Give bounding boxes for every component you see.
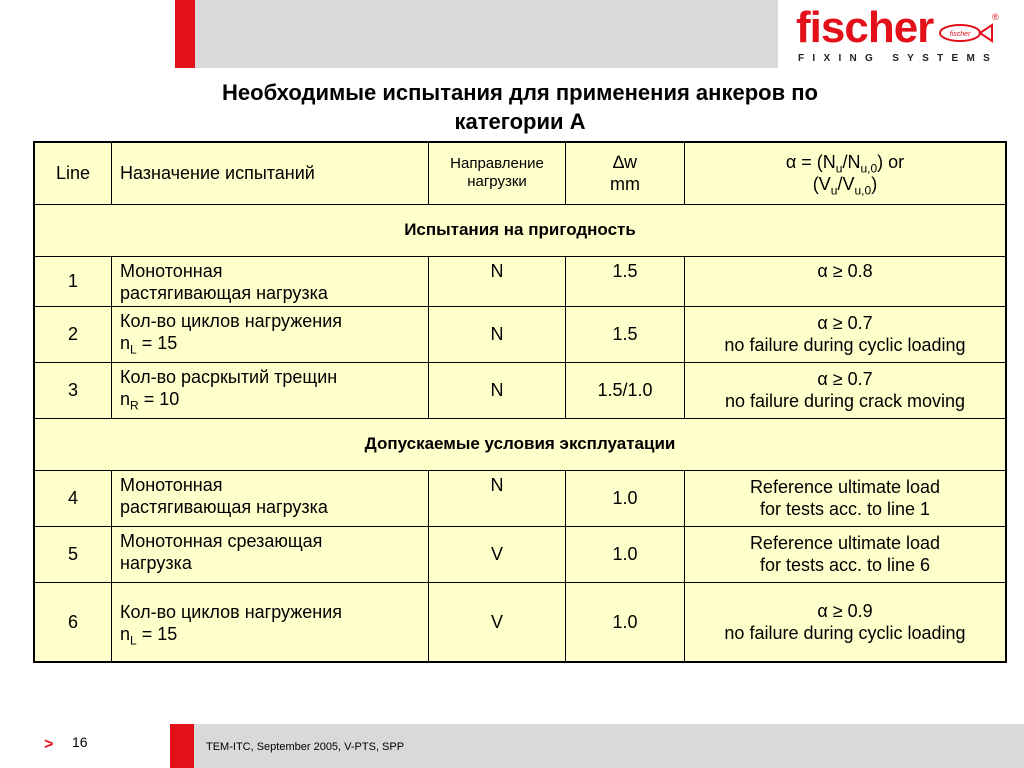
row-criterion: α ≥ 0.7 no failure during cyclic loading (685, 306, 1007, 362)
row-line: 5 (34, 526, 112, 582)
row-criterion: Reference ultimate load for tests acc. to line 6 (685, 526, 1007, 582)
row-dw: 1.5/1.0 (566, 362, 685, 418)
table-header-row (34, 142, 1006, 204)
row-line: 1 (34, 256, 112, 306)
section-suitability: Испытания на пригодность (34, 204, 1006, 256)
row-purpose: Кол-во циклов нагружения $n_L = 15$ (112, 582, 429, 662)
row-direction: N (429, 362, 566, 418)
row-line: 3 (34, 362, 112, 418)
page-title (100, 78, 940, 136)
logo-word: fischer (796, 3, 934, 52)
row-criterion: α ≥ 0.7 no failure during crack moving (685, 362, 1007, 418)
logo-registered-mark: ® (992, 12, 999, 22)
row-purpose: Кол-во расркытий трещин $n_R = 10$ (112, 362, 429, 418)
section-row-service (34, 418, 1006, 470)
section-row-suitability (34, 204, 1006, 256)
row-dw: 1.0 (566, 470, 685, 526)
title-line-1: Необходимые испытания для применения анкеров по (222, 80, 818, 105)
row-dw: 1.5 (566, 306, 685, 362)
row-criterion: α ≥ 0.8 (685, 256, 1007, 306)
section-service-conditions: Допускаемые условия эксплуатации (34, 418, 1006, 470)
row-dw: 1.5 (566, 256, 685, 306)
row-direction: N (429, 306, 566, 362)
row-line: 4 (34, 470, 112, 526)
row-direction: N (429, 256, 566, 306)
fish-logo-text: fischer (949, 31, 971, 38)
row-dw: 1.0 (566, 582, 685, 662)
header-direction: Направление нагрузки (429, 142, 566, 204)
footer-red-bar (170, 724, 194, 768)
row-purpose: Монотонная растягивающая нагрузка (112, 470, 429, 526)
header-dw-unit: mm (610, 174, 640, 195)
row-purpose: Монотонная срезающая нагрузка (112, 526, 429, 582)
page-number: 16 (72, 734, 88, 750)
header-gray-bar (195, 0, 778, 68)
table-row (34, 470, 1006, 526)
header-criterion (685, 142, 1007, 204)
table-row (34, 582, 1006, 662)
row-direction: N (429, 470, 566, 526)
footer-text: TEM-ITC, September 2005, V-PTS, SPP (206, 741, 405, 753)
table-row (34, 526, 1006, 582)
row-direction: V (429, 582, 566, 662)
row-purpose: Кол-во циклов нагружения $n_L = 15$ (112, 306, 429, 362)
row-purpose: Монотонная растягивающая нагрузка (112, 256, 429, 306)
table-row (34, 256, 1006, 306)
fish-logo-icon (938, 22, 994, 44)
table-row (34, 306, 1006, 362)
header-red-bar (175, 0, 195, 68)
header-purpose: Назначение испытаний (112, 142, 429, 204)
row-criterion: α ≥ 0.9 no failure during cyclic loading (685, 582, 1007, 662)
row-criterion: Reference ultimate load for tests acc. to line 1 (685, 470, 1007, 526)
row-line: 6 (34, 582, 112, 662)
row-line: 2 (34, 306, 112, 362)
row-direction: V (429, 526, 566, 582)
logo-subtitle: FIXING SYSTEMS (798, 53, 999, 64)
title-line-2: категории A (454, 109, 586, 134)
header-criterion-line-1: $\alpha = (N_u/N_{u,0})$ or (785, 152, 905, 176)
fischer-logo (796, 3, 1006, 68)
header-criterion-line-2: $(V_u/V_{u,0})$ (812, 174, 878, 198)
chevron-right-icon: > (44, 736, 54, 753)
table-row (34, 362, 1006, 418)
header-dw-symbol: ∆w (612, 152, 637, 173)
header-line: Line (34, 142, 112, 204)
header-dw (566, 142, 685, 204)
tests-table (33, 141, 1007, 663)
row-dw: 1.0 (566, 526, 685, 582)
